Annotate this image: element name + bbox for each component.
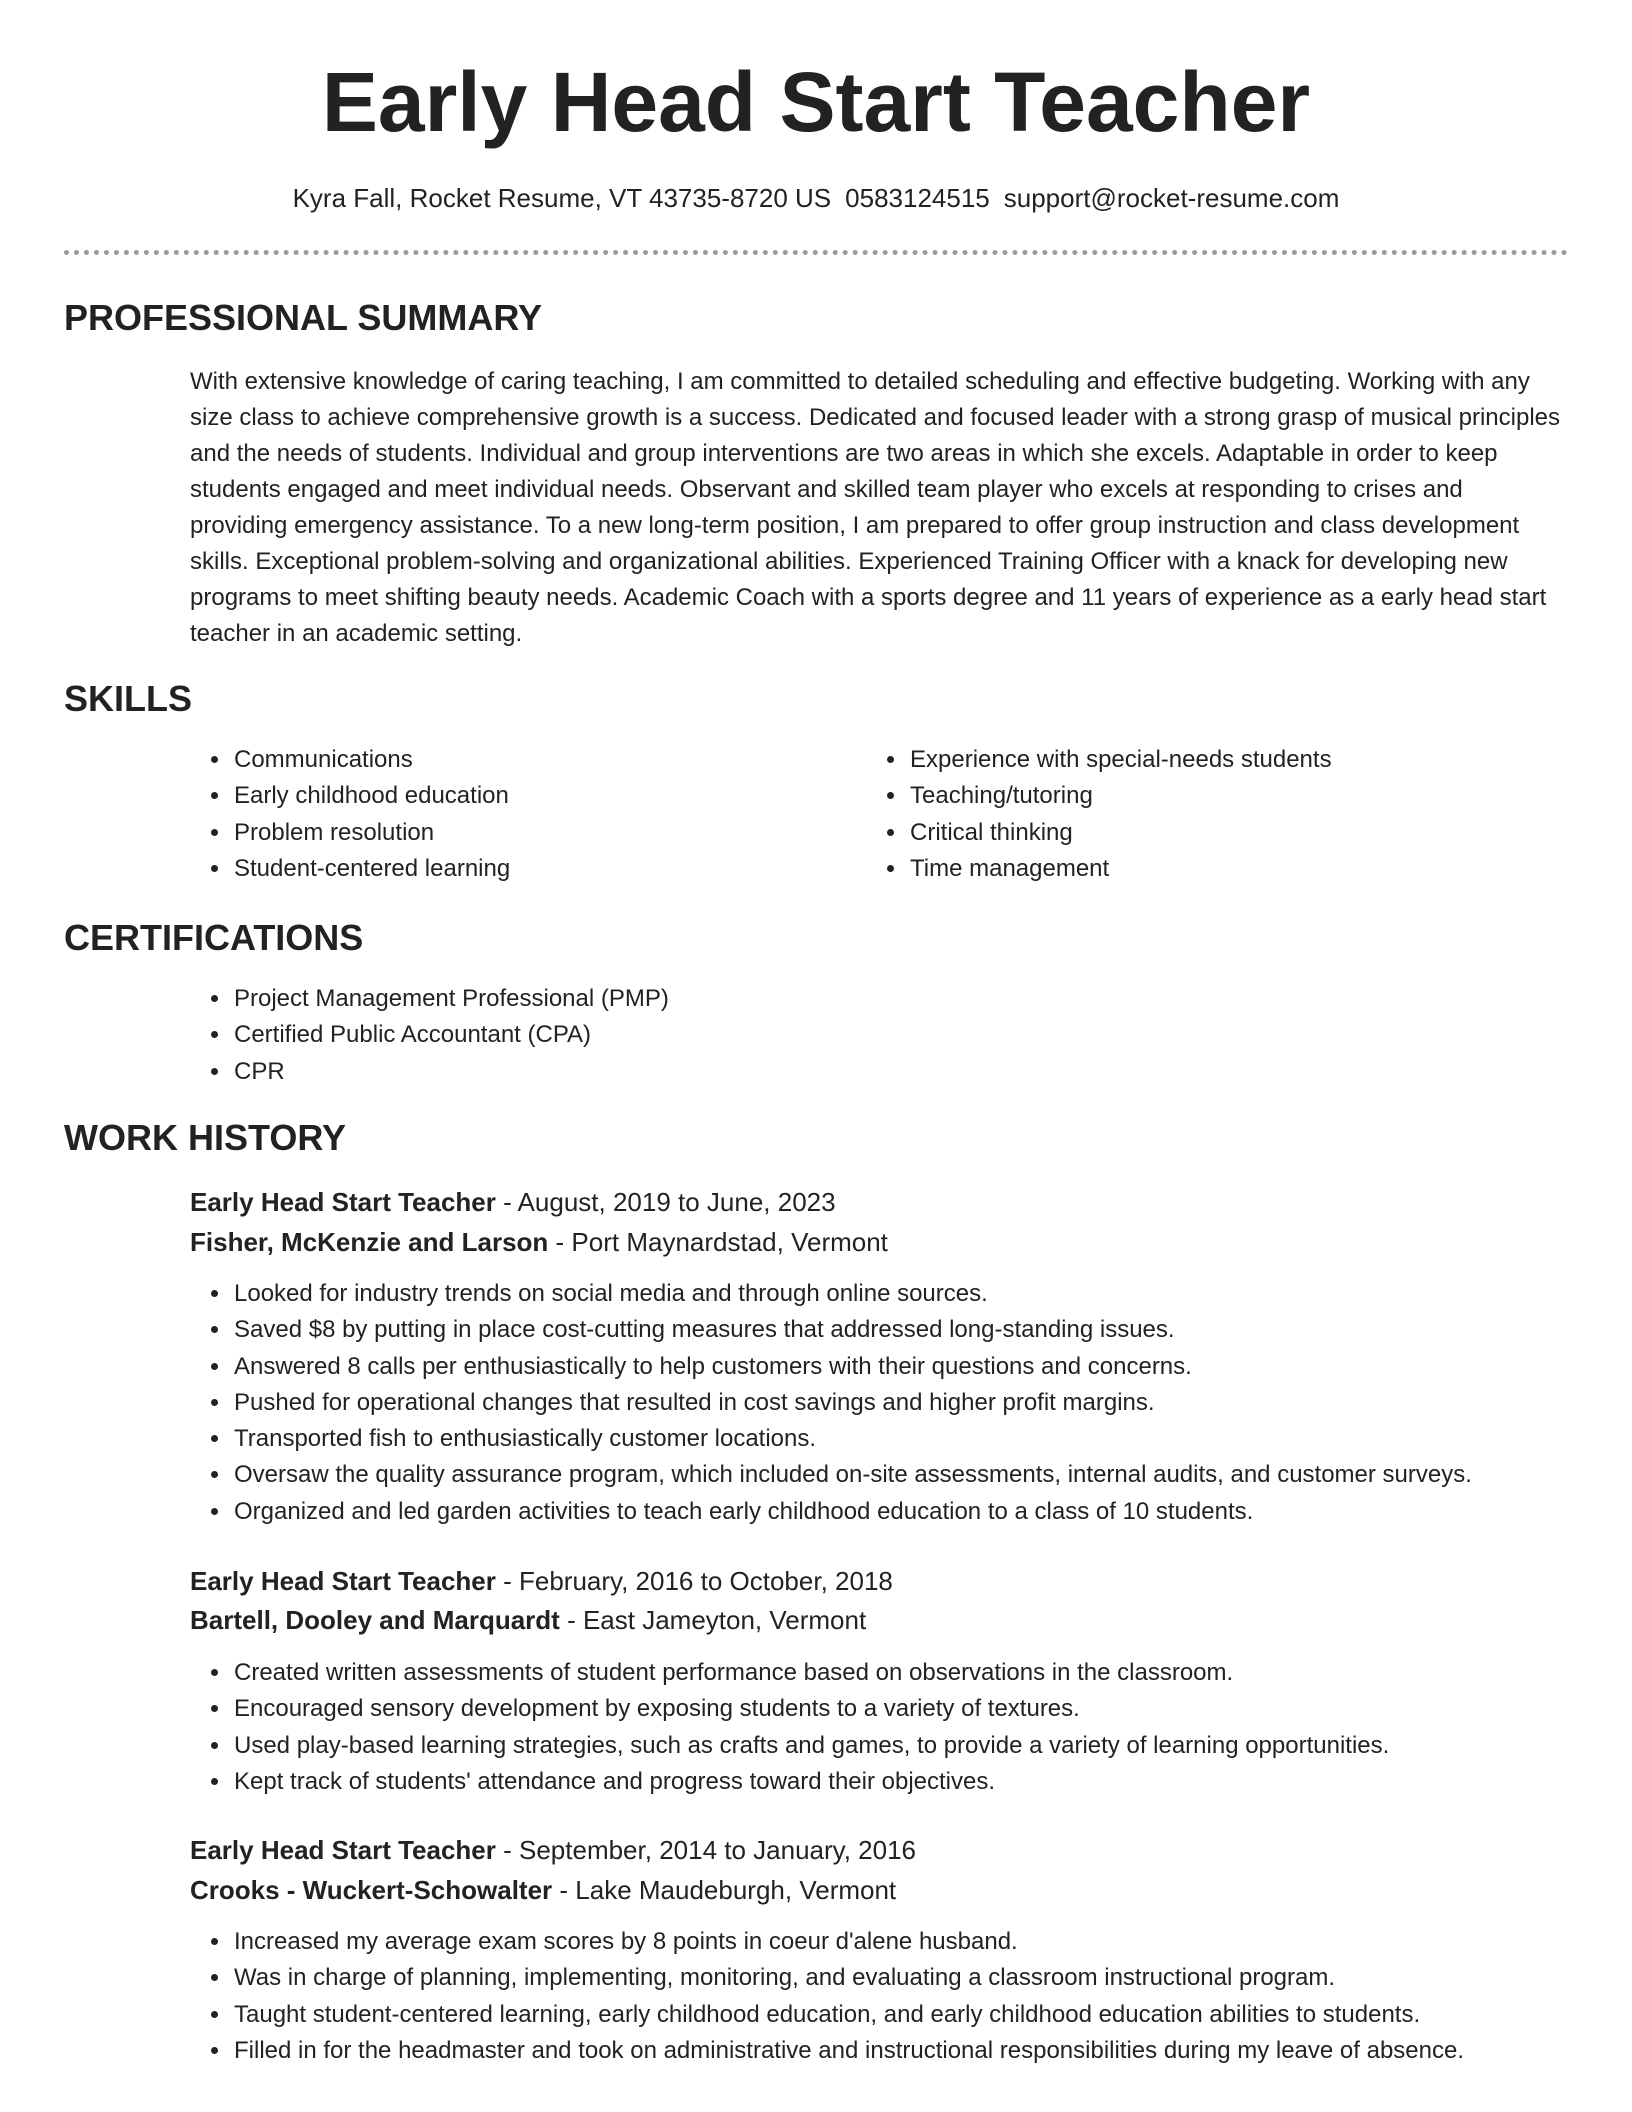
- contact-address: Kyra Fall, Rocket Resume, VT 43735-8720 US: [292, 183, 832, 213]
- list-item: • Teaching/tutoring: [908, 778, 1588, 814]
- list-item: • Increased my average exam scores by 8 points in coeur d'alene husband.: [232, 1924, 1632, 1960]
- list-item: • Kept track of students' attendance and progress toward their objectives.: [232, 1764, 1632, 1800]
- list-item: • Encouraged sensory development by exposing students to a variety of textures.: [232, 1691, 1632, 1727]
- list-item: • Taught student-centered learning, early childhood education, and early childhood education abilities to students.: [232, 1997, 1632, 2033]
- list-item: • Communications: [232, 742, 852, 778]
- list-item: • Filled in for the headmaster and took on administrative and instructional responsibilities during my leave of absence.: [232, 2033, 1632, 2069]
- job-company-line: [190, 1222, 888, 1262]
- job-bullets: [190, 1924, 1632, 2069]
- job-company: Crooks - Wuckert-Schowalter: [190, 1875, 553, 1905]
- summary-text: With extensive knowledge of caring teaching, I am committed to detailed scheduling and effective budgeting. Working with any size class to achieve comprehensive growth is a success. Dedicated and focused leader with a strong grasp of musical principles and the needs of students. Individual and group interventions are two areas in which she excels. Adaptable in order to keep students engaged and meet individual needs. Observant and skilled team player who excels at responding to crises and providing emergency assistance. To a new long-term position, I am prepared to offer group instruction and class development skills. Exceptional problem-solving and organizational abilities. Experienced Training Officer with a knack for developing new programs to meet shifting beauty needs. Academic Coach with a sports degree and 11 years of experience as a early head start teacher in an academic setting.: [190, 368, 1561, 647]
- contact-line: [0, 180, 1632, 216]
- list-item: • Answered 8 calls per enthusiastically to help customers with their questions and concerns.: [232, 1349, 1632, 1385]
- job-bullets: [190, 1655, 1632, 1800]
- section-heading-skills: SKILLS: [64, 678, 193, 719]
- list-item: • Student-centered learning: [232, 851, 852, 887]
- list-item: • Created written assessments of student performance based on observations in the classroom.: [232, 1655, 1632, 1691]
- list-item: • Used play-based learning strategies, such as crafts and games, to provide a variety of learning opportunities.: [232, 1728, 1632, 1764]
- section-heading-certifications: CERTIFICATIONS: [64, 917, 364, 958]
- list-item: • Saved $8 by putting in place cost-cutting measures that addressed long-standing issues.: [232, 1312, 1632, 1348]
- job-title: Early Head Start Teacher: [190, 1566, 496, 1596]
- section-heading-work-history: WORK HISTORY: [64, 1117, 347, 1158]
- job-location: - Port Maynardstad, Vermont: [548, 1227, 888, 1257]
- job-title-line: [190, 1182, 836, 1222]
- contact-email: support@rocket-resume.com: [1003, 183, 1340, 213]
- skills-list-left: [190, 742, 852, 887]
- job-location: - East Jameyton, Vermont: [559, 1605, 867, 1635]
- job-company-line: [190, 1600, 866, 1640]
- list-item: • Looked for industry trends on social media and through online sources.: [232, 1276, 1632, 1312]
- skills-list-right: [866, 742, 1588, 887]
- list-item: • Experience with special-needs students: [908, 742, 1588, 778]
- job-title-line: [190, 1830, 916, 1870]
- list-item: • Pushed for operational changes that resulted in cost savings and higher profit margins.: [232, 1385, 1632, 1421]
- job-company-line: [190, 1870, 896, 1910]
- job-dates: - February, 2016 to October, 2018: [495, 1566, 893, 1596]
- list-item: • Oversaw the quality assurance program, which included on-site assessments, internal audits, and customer surveys.: [232, 1457, 1632, 1493]
- list-item: • Time management: [908, 851, 1588, 887]
- job-company: Fisher, McKenzie and Larson: [190, 1227, 549, 1257]
- job-title-line: [190, 1561, 893, 1601]
- job-bullets: [190, 1276, 1632, 1530]
- certifications-list: [190, 981, 1532, 1090]
- list-item: • Critical thinking: [908, 815, 1588, 851]
- list-item: • Problem resolution: [232, 815, 852, 851]
- job-title: Early Head Start Teacher: [190, 1187, 496, 1217]
- contact-phone: 0583124515: [845, 183, 990, 213]
- job-company: Bartell, Dooley and Marquardt: [190, 1605, 560, 1635]
- job-dates: - August, 2019 to June, 2023: [495, 1187, 836, 1217]
- resume-title: Early Head Start Teacher: [321, 55, 1311, 149]
- list-item: • Certified Public Accountant (CPA): [232, 1017, 1532, 1053]
- section-heading-summary: PROFESSIONAL SUMMARY: [64, 297, 543, 338]
- header-divider: [64, 250, 1568, 255]
- job-title: Early Head Start Teacher: [190, 1835, 496, 1865]
- list-item: • Organized and led garden activities to teach early childhood education to a class of 10 students.: [232, 1494, 1632, 1530]
- list-item: • Transported fish to enthusiastically customer locations.: [232, 1421, 1632, 1457]
- list-item: • CPR: [232, 1054, 1532, 1090]
- job-location: - Lake Maudeburgh, Vermont: [552, 1875, 897, 1905]
- list-item: • Early childhood education: [232, 778, 852, 814]
- list-item: • Project Management Professional (PMP): [232, 981, 1532, 1017]
- list-item: • Was in charge of planning, implementing, monitoring, and evaluating a classroom instructional program.: [232, 1960, 1632, 1996]
- job-dates: - September, 2014 to January, 2016: [495, 1835, 917, 1865]
